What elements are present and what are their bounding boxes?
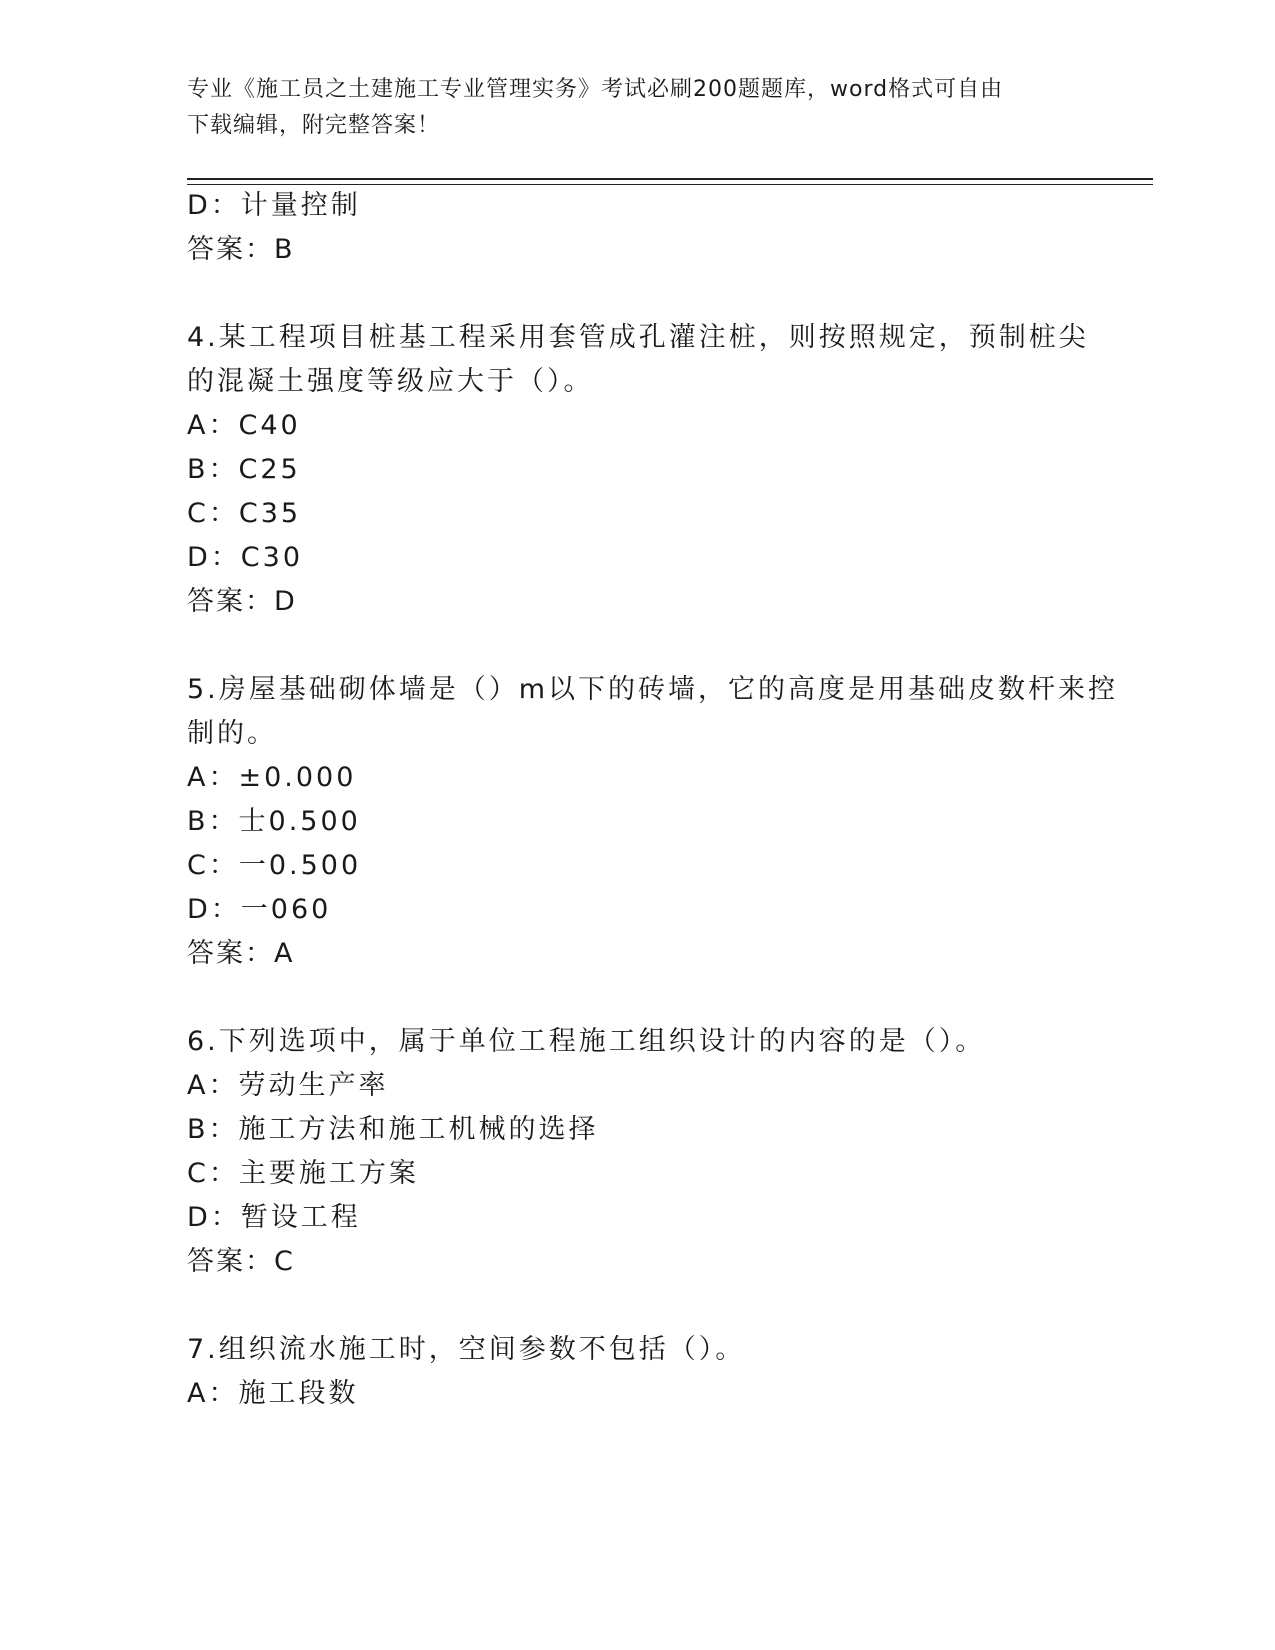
q6-option-b: B：施工方法和施工机械的选择 xyxy=(187,1114,599,1145)
header-divider-thick xyxy=(187,178,1153,180)
q4-option-d: D：C30 xyxy=(187,542,303,573)
q4-option-c: C：C35 xyxy=(187,498,302,529)
answer-label: 答案： xyxy=(187,938,274,969)
answer-label: 答案： xyxy=(187,1246,274,1277)
q4-stem-line-1: 4.某工程项目桩基工程采用套管成孔灌注桩，则按照规定，预制桩尖 xyxy=(187,322,1089,353)
q5-answer xyxy=(187,934,294,974)
q4-stem-line-2: 的混凝土强度等级应大于（）。 xyxy=(187,366,594,397)
answer-value: B xyxy=(274,234,295,265)
q6-option-a: A：劳动生产率 xyxy=(187,1070,389,1101)
document-header xyxy=(187,72,1067,144)
q6-stem-line-1: 6.下列选项中，属于单位工程施工组织设计的内容的是（）。 xyxy=(187,1026,986,1057)
q4-option-a: A：C40 xyxy=(187,410,301,441)
q5-option-d: D：一060 xyxy=(187,894,332,925)
q6-option-d: D：暂设工程 xyxy=(187,1202,361,1233)
answer-value: D xyxy=(274,586,297,617)
q5-stem-line-2: 制的。 xyxy=(187,718,277,749)
q7-stem-line-1: 7.组织流水施工时，空间参数不包括（）。 xyxy=(187,1334,746,1365)
answer-label: 答案： xyxy=(187,234,274,265)
q6-answer xyxy=(187,1242,295,1282)
q5-stem-line-1: 5.房屋基础砌体墙是（）m以下的砖墙，它的高度是用基础皮数杆来控 xyxy=(187,674,1119,705)
q7-option-a: A：施工段数 xyxy=(187,1378,359,1409)
q5-option-c: C：一0.500 xyxy=(187,850,362,881)
q4-option-b: B：C25 xyxy=(187,454,301,485)
q5-option-b: B：士0.500 xyxy=(187,806,361,837)
header-divider-thin xyxy=(187,184,1153,185)
answer-label: 答案： xyxy=(187,586,274,617)
answer-value: C xyxy=(274,1246,295,1277)
prev-option-d: D：计量控制 xyxy=(187,190,361,221)
q4-answer xyxy=(187,582,297,622)
prev-answer xyxy=(187,230,295,270)
header-line-2: 下载编辑，附完整答案！ xyxy=(187,113,441,138)
header-line-1: 专业《施工员之土建施工专业管理实务》考试必刷200题题库，word格式可自由 xyxy=(187,77,1004,102)
q6-option-c: C：主要施工方案 xyxy=(187,1158,419,1189)
answer-value: A xyxy=(274,938,295,969)
q5-option-a: A：±0.000 xyxy=(187,762,357,793)
